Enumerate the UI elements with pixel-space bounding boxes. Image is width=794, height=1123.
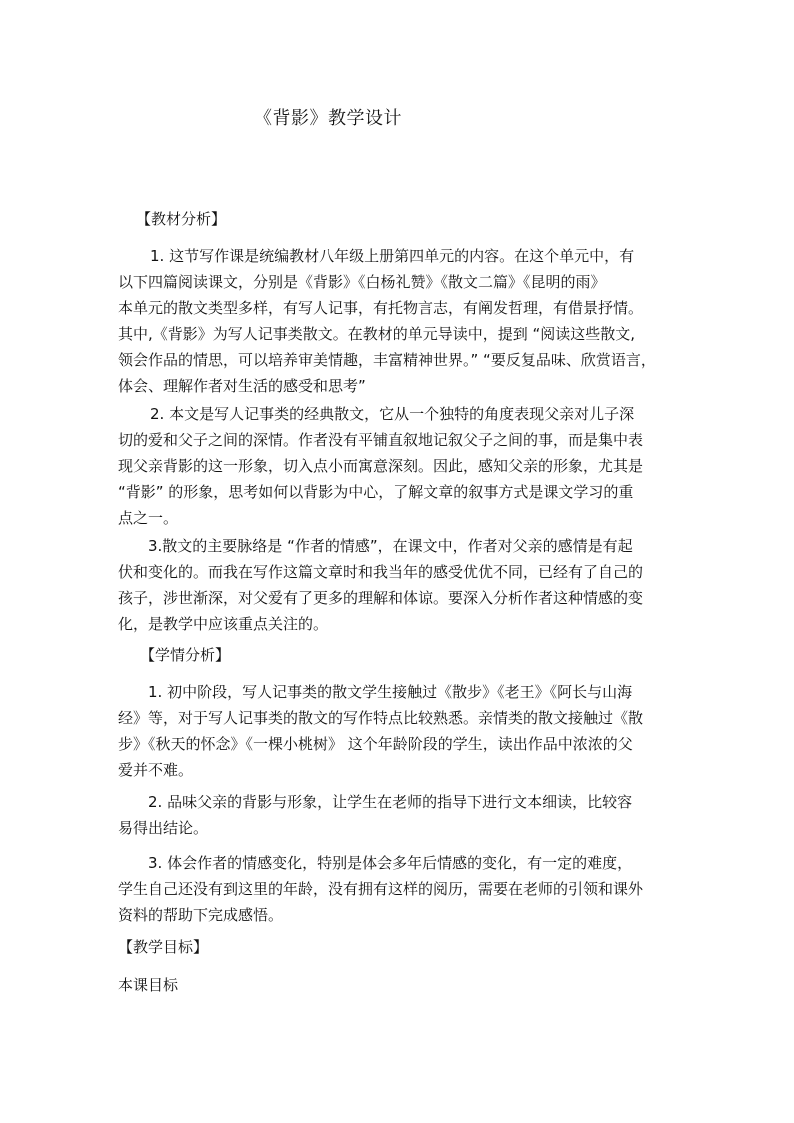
- text-line: 点之一。: [118, 509, 179, 527]
- text-line: 孩子，涉世渐深，对父爱有了更多的理解和体谅。要深入分析作者这种情感的变: [118, 589, 644, 607]
- text-line: 资料的帮助下完成感悟。: [118, 906, 284, 924]
- text-line: 经》等，对于写人记事类的散文的写作特点比较熟悉。亲情类的散文接触过《散: [118, 709, 644, 727]
- goals-subtitle: 本课目标: [118, 976, 179, 994]
- text-line: 步》《秋天的怀念》《一棵小桃树》 这个年龄阶段的学生，读出作品中浓浓的父: [118, 735, 633, 753]
- text-line: 1. 初中阶段，写人记事类的散文学生接触过《散步》《老王》《阿长与山海: [148, 683, 633, 701]
- paragraph-materials-3: [118, 533, 683, 637]
- text-line: 2. 本文是写人记事类的经典散文，它从一个独特的角度表现父亲对儿子深: [150, 405, 635, 423]
- text-line: 切的爱和父子之间的深情。作者没有平铺直叙地记叙父子之间的事，而是集中表: [118, 431, 644, 449]
- text-line: 本单元的散文类型多样，有写人记事，有托物言志，有阐发哲理，有借景抒情。: [118, 299, 644, 317]
- text-line: 3.散文的主要脉络是 “作者的情感”，在课文中，作者对父亲的感情是有起: [148, 537, 633, 555]
- text-line: 现父亲背影的这一形象，切入点小而寓意深刻。因此，感知父亲的形象，尤其是: [118, 457, 644, 475]
- paragraph-students-3: [118, 850, 683, 928]
- text-line: 伏和变化的。而我在写作这篇文章时和我当年的感受优优不同，已经有了自己的: [118, 563, 644, 581]
- text-line: “背影” 的形象，思考如何以背影为中心，了解文章的叙事方式是课文学习的重: [118, 483, 634, 501]
- section-heading-goals: 【教学目标】: [118, 938, 209, 956]
- paragraph-students-2: [118, 789, 683, 841]
- text-line: 学生自己还没有到这里的年龄，没有拥有这样的阅历，需要在老师的引领和课外: [118, 880, 644, 898]
- section-heading-students: 【学情分析】: [140, 646, 231, 664]
- paragraph-materials-2: [118, 401, 683, 531]
- text-line: 易得出结论。: [118, 819, 209, 837]
- text-line: 爱并不难。: [118, 761, 194, 779]
- text-line: 领会作品的情思，可以培养审美情趣，丰富精神世界。” “要反复品味、欣赏语言，: [118, 351, 656, 369]
- text-line: 其中,《背影》为写人记事类散文。在教材的单元导读中，提到 “阅读这些散文,: [118, 325, 636, 343]
- text-line: 3. 体会作者的情感变化，特别是体会多年后情感的变化，有一定的难度，: [148, 854, 633, 872]
- text-line: 体会、理解作者对生活的感受和思考”: [118, 377, 366, 395]
- page-title: 《背影》教学设计: [254, 108, 402, 129]
- text-line: 1. 这节写作课是统编教材八年级上册第四单元的内容。在这个单元中，有: [150, 247, 635, 265]
- text-line: 以下四篇阅读课文，分别是《背影》《白杨礼赞》《散文二篇》《昆明的雨》: [118, 273, 606, 291]
- paragraph-materials-1: [118, 243, 683, 399]
- paragraph-students-1: [118, 679, 683, 783]
- section-heading-materials: 【教材分析】: [136, 210, 227, 228]
- text-line: 化，是教学中应该重点关注的。: [118, 615, 329, 633]
- text-line: 2. 品味父亲的背影与形象，让学生在老师的指导下进行文本细读，比较容: [148, 793, 633, 811]
